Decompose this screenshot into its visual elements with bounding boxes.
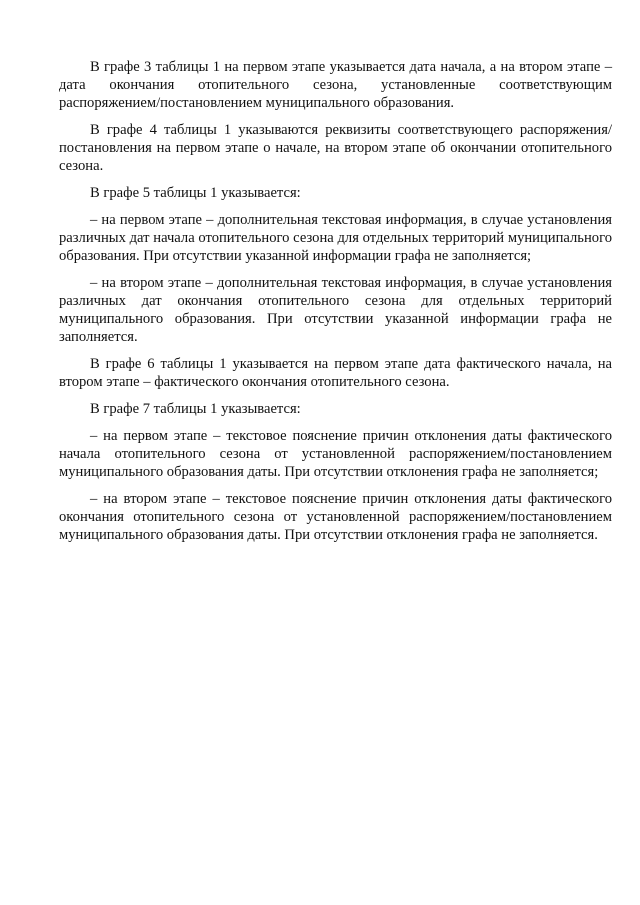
paragraph-grafa-5-stage-1: – на первом этапе – дополнительная текстовая информация, в случае установления различных дат начала отопительного сезона для отдельных территорий муниципального образования. При отсутствии указанной информации графа не заполняется;: [59, 212, 612, 264]
paragraph-grafa-5-stage-2: – на втором этапе – дополнительная текстовая информация, в случае установления различных дат окончания отопительного сезона для отдельных территорий муниципального образования. При отсутствии указанной информации графа не заполняется.: [59, 275, 612, 345]
paragraph-grafa-7-intro: В графе 7 таблицы 1 указывается:: [90, 401, 301, 417]
paragraph-grafa-7-stage-2: – на втором этапе – текстовое пояснение причин отклонения даты фактического окончания отопительного сезона от установленной распоряжением/постановлением муниципального образования даты. При отсутствии отклонения графа не заполняется.: [59, 491, 612, 543]
document-page: [59, 58, 612, 553]
paragraph-grafa-5-intro: В графе 5 таблицы 1 указывается:: [90, 185, 301, 201]
paragraph-grafa-7-stage-1: – на первом этапе – текстовое пояснение причин отклонения даты фактического начала отопительного сезона от установленной распоряжением/постановлением муниципального образования даты. При отсутствии отклонения графа не заполняется;: [59, 428, 612, 480]
paragraph-grafa-4: В графе 4 таблицы 1 указываются реквизиты соответствующего распоряжения/постановления на первом этапе о начале, на втором этапе об окончании отопительного сезона.: [59, 122, 612, 174]
paragraph-grafa-6: В графе 6 таблицы 1 указывается на первом этапе дата фактического начала, на втором этапе – фактического окончания отопительного сезона.: [59, 356, 612, 390]
paragraph-grafa-3: В графе 3 таблицы 1 на первом этапе указывается дата начала, а на втором этапе – дата окончания отопительного сезона, установленные соответствующим распоряжением/постановлением муниципального образования.: [59, 59, 612, 111]
